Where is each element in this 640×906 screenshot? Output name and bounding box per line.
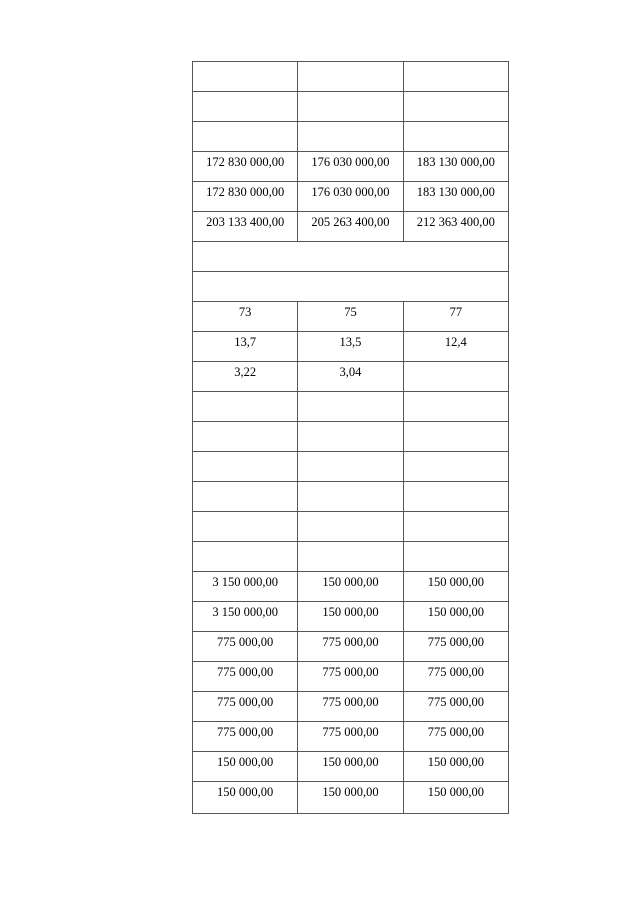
table-cell-col2: 775 000,00: [298, 662, 403, 692]
table-cell-col2: 205 263 400,00: [298, 212, 403, 242]
table-row: [193, 362, 509, 392]
table-cell-col1: 775 000,00: [193, 692, 298, 722]
table-cell-col3: [403, 392, 508, 422]
table-cell-col3: 183 130 000,00: [403, 182, 508, 212]
table-row: [193, 752, 509, 782]
table-cell-col1: [193, 92, 298, 122]
table-cell-col3: 212 363 400,00: [403, 212, 508, 242]
table-row: [193, 662, 509, 692]
table-row: [193, 482, 509, 512]
table-row: [193, 62, 509, 92]
table-cell-col3: 150 000,00: [403, 752, 508, 782]
table-cell-col2: [298, 122, 403, 152]
table-cell-col1: 13,7: [193, 332, 298, 362]
table-cell-col2: 176 030 000,00: [298, 182, 403, 212]
table-cell-col1: [193, 422, 298, 452]
table-cell-col3: 775 000,00: [403, 632, 508, 662]
table-cell-col1: 172 830 000,00: [193, 152, 298, 182]
table-cell-col3: [403, 122, 508, 152]
table-row: [193, 272, 509, 302]
table-cell-col1: 3 150 000,00: [193, 602, 298, 632]
table-cell-col2: [298, 482, 403, 512]
table-row: [193, 782, 509, 814]
table-row: [193, 452, 509, 482]
table-cell-col2: 176 030 000,00: [298, 152, 403, 182]
table-cell-col2: 150 000,00: [298, 782, 403, 814]
table-cell-col1: 3 150 000,00: [193, 572, 298, 602]
table-row: [193, 392, 509, 422]
table-row: [193, 632, 509, 662]
section-header-cell: [193, 272, 509, 302]
table-row: [193, 542, 509, 572]
table-cell-col1: 775 000,00: [193, 662, 298, 692]
table-cell-col2: [298, 452, 403, 482]
table-cell-col3: [403, 542, 508, 572]
table-row: [193, 212, 509, 242]
table-row: [193, 242, 509, 272]
table-cell-col1: [193, 542, 298, 572]
table-row: [193, 602, 509, 632]
table-row: [193, 692, 509, 722]
table-row: [193, 122, 509, 152]
table-row: [193, 422, 509, 452]
table-cell-col2: 150 000,00: [298, 602, 403, 632]
table-cell-col3: [403, 362, 508, 392]
table-row: [193, 152, 509, 182]
table-cell-col3: [403, 482, 508, 512]
table-cell-col1: [193, 512, 298, 542]
table-cell-col2: 3,04: [298, 362, 403, 392]
table-cell-col3: 775 000,00: [403, 692, 508, 722]
table-row: [193, 332, 509, 362]
table-cell-col2: [298, 542, 403, 572]
budget-table: [192, 61, 509, 814]
table-cell-col2: [298, 422, 403, 452]
table-cell-col1: 73: [193, 302, 298, 332]
table-cell-col3: 12,4: [403, 332, 508, 362]
table-cell-col3: [403, 92, 508, 122]
table-cell-col3: 775 000,00: [403, 662, 508, 692]
table-row: [193, 92, 509, 122]
table-cell-col2: [298, 62, 403, 92]
table-cell-col2: [298, 392, 403, 422]
table-cell-col3: [403, 512, 508, 542]
table-cell-col3: 77: [403, 302, 508, 332]
table-cell-col2: 775 000,00: [298, 632, 403, 662]
table-row: [193, 722, 509, 752]
table-cell-col1: 203 133 400,00: [193, 212, 298, 242]
table-row: [193, 182, 509, 212]
table-cell-col2: 775 000,00: [298, 722, 403, 752]
table-row: [193, 512, 509, 542]
table-cell-col3: 150 000,00: [403, 782, 508, 814]
table-cell-col2: 75: [298, 302, 403, 332]
table-cell-col2: 13,5: [298, 332, 403, 362]
table-row: [193, 302, 509, 332]
table-cell-col1: 172 830 000,00: [193, 182, 298, 212]
table-cell-col3: 150 000,00: [403, 572, 508, 602]
table-cell-col1: [193, 452, 298, 482]
table-cell-col1: 150 000,00: [193, 752, 298, 782]
table-cell-col1: 3,22: [193, 362, 298, 392]
table-row: [193, 572, 509, 602]
section-header-cell: [193, 242, 509, 272]
table-cell-col1: [193, 482, 298, 512]
table-cell-col1: [193, 62, 298, 92]
table-cell-col1: 775 000,00: [193, 722, 298, 752]
budget-table-body: [193, 62, 509, 814]
table-cell-col3: [403, 422, 508, 452]
table-cell-col1: [193, 392, 298, 422]
table-cell-col2: 150 000,00: [298, 752, 403, 782]
table-cell-col3: [403, 62, 508, 92]
table-cell-col3: 183 130 000,00: [403, 152, 508, 182]
table-cell-col1: 150 000,00: [193, 782, 298, 814]
table-cell-col2: 775 000,00: [298, 692, 403, 722]
table-cell-col2: [298, 92, 403, 122]
table-cell-col2: [298, 512, 403, 542]
table-cell-col1: 775 000,00: [193, 632, 298, 662]
table-cell-col3: 775 000,00: [403, 722, 508, 752]
table-cell-col1: [193, 122, 298, 152]
table-cell-col3: [403, 452, 508, 482]
table-cell-col2: 150 000,00: [298, 572, 403, 602]
table-cell-col3: 150 000,00: [403, 602, 508, 632]
